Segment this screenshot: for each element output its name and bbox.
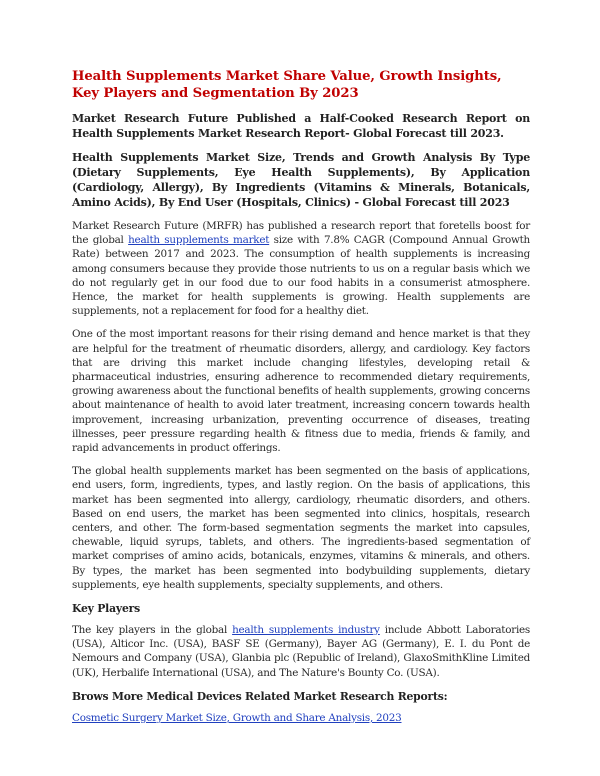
cosmetic-surgery-report-link[interactable]: Cosmetic Surgery Market Size, Growth and Share Analysis, 2023: [72, 711, 402, 724]
browse-more-heading: Brows More Medical Devices Related Market Research Reports:: [72, 689, 448, 703]
related-report-line: [72, 711, 530, 725]
paragraph-intro-before: Market Research Future (MRFR) has published a research report that foretells boost for the global: [72, 220, 530, 247]
document-subtitle: Market Research Future Published a Half-Cooked Research Report on Health Supplements Market Research Report- Global Forecast till 2023.: [72, 112, 530, 140]
paragraph-drivers: One of the most important reasons for their rising demand and hence market is that they are helpful for the treatment of rheumatic disorders, allergy, and cardiology. Key factors that are driving this market include changing lifestyles, developing retail & pharmaceutical industries, ensuring adherence to recommended dietary requirements, growing awareness about the functional benefits of health supplements, growing concerns about maintenance of health to avoid later treatment, increasing concern towards health improvement, increasing urbanization, preventing occurrence of diseases, treating illnesses, peer pressure regarding health & fitness due to media, friends & family, and rapid advancements in product offerings.: [72, 328, 530, 455]
paragraph-key-players-before: The key players in the global: [72, 624, 233, 637]
document-title: Health Supplements Market Share Value, Growth Insights, Key Players and Segmentation By 2023: [72, 69, 502, 101]
paragraph-segmentation: The global health supplements market has been segmented on the basis of applications, end users, form, ingredients, types, and lastly region. On the basis of applications, this market has been segmented into allergy, cardiology, rheumatic disorders, and others. Based on end users, the market has been segmented into clinics, hospitals, research centers, and other. The form-based segmentation segments the market into capsules, chewable, liquid syrups, tablets, and others. The ingredients-based segmentation of market comprises of amino acids, botanicals, enzymes, vitamins & minerals, and others. By types, the market has been segmented into bodybuilding supplements, dietary supplements, eye health supplements, specialty supplements, and others.: [72, 465, 530, 591]
paragraph-key-players: [72, 623, 530, 680]
paragraph-intro-after: size with 7.8% CAGR (Compound Annual Growth Rate) between 2017 and 2023. The consumption of health supplements is increasing among consumers because they provide those nutrients to us on a regular basis which we do not regularly get in our food due to our food habits in a consumerist atmosphere. Hence, the market for health supplements is growing. Health supplements are supplements, not a replacement for food for a healthy diet.: [72, 234, 530, 318]
key-players-heading: Key Players: [72, 602, 140, 616]
paragraph-key-players-after: include Abbott Laboratories (USA), Alticor Inc. (USA), BASF SE (Germany), Bayer AG (Germany), E. I. du Pont de Nemours and Company (USA), Glanbia plc (Republic of Ireland), GlaxoSmithKline Limited (UK), Herbalife International (USA), and The Nature's Bounty Co. (USA).: [72, 624, 530, 679]
document-page: [72, 68, 530, 734]
health-supplements-industry-link[interactable]: health supplements industry: [232, 624, 380, 637]
health-supplements-market-link[interactable]: health supplements market: [128, 234, 270, 247]
paragraph-intro: [72, 219, 530, 318]
report-heading: Health Supplements Market Size, Trends and Growth Analysis By Type (Dietary Supplements, Eye Health Supplements), By Application (Cardiology, Allergy), By Ingredients (Vitamins & Minerals, Botanicals, Amino Acids), By End User (Hospitals, Clinics) - Global Forecast till 2023: [72, 151, 530, 209]
